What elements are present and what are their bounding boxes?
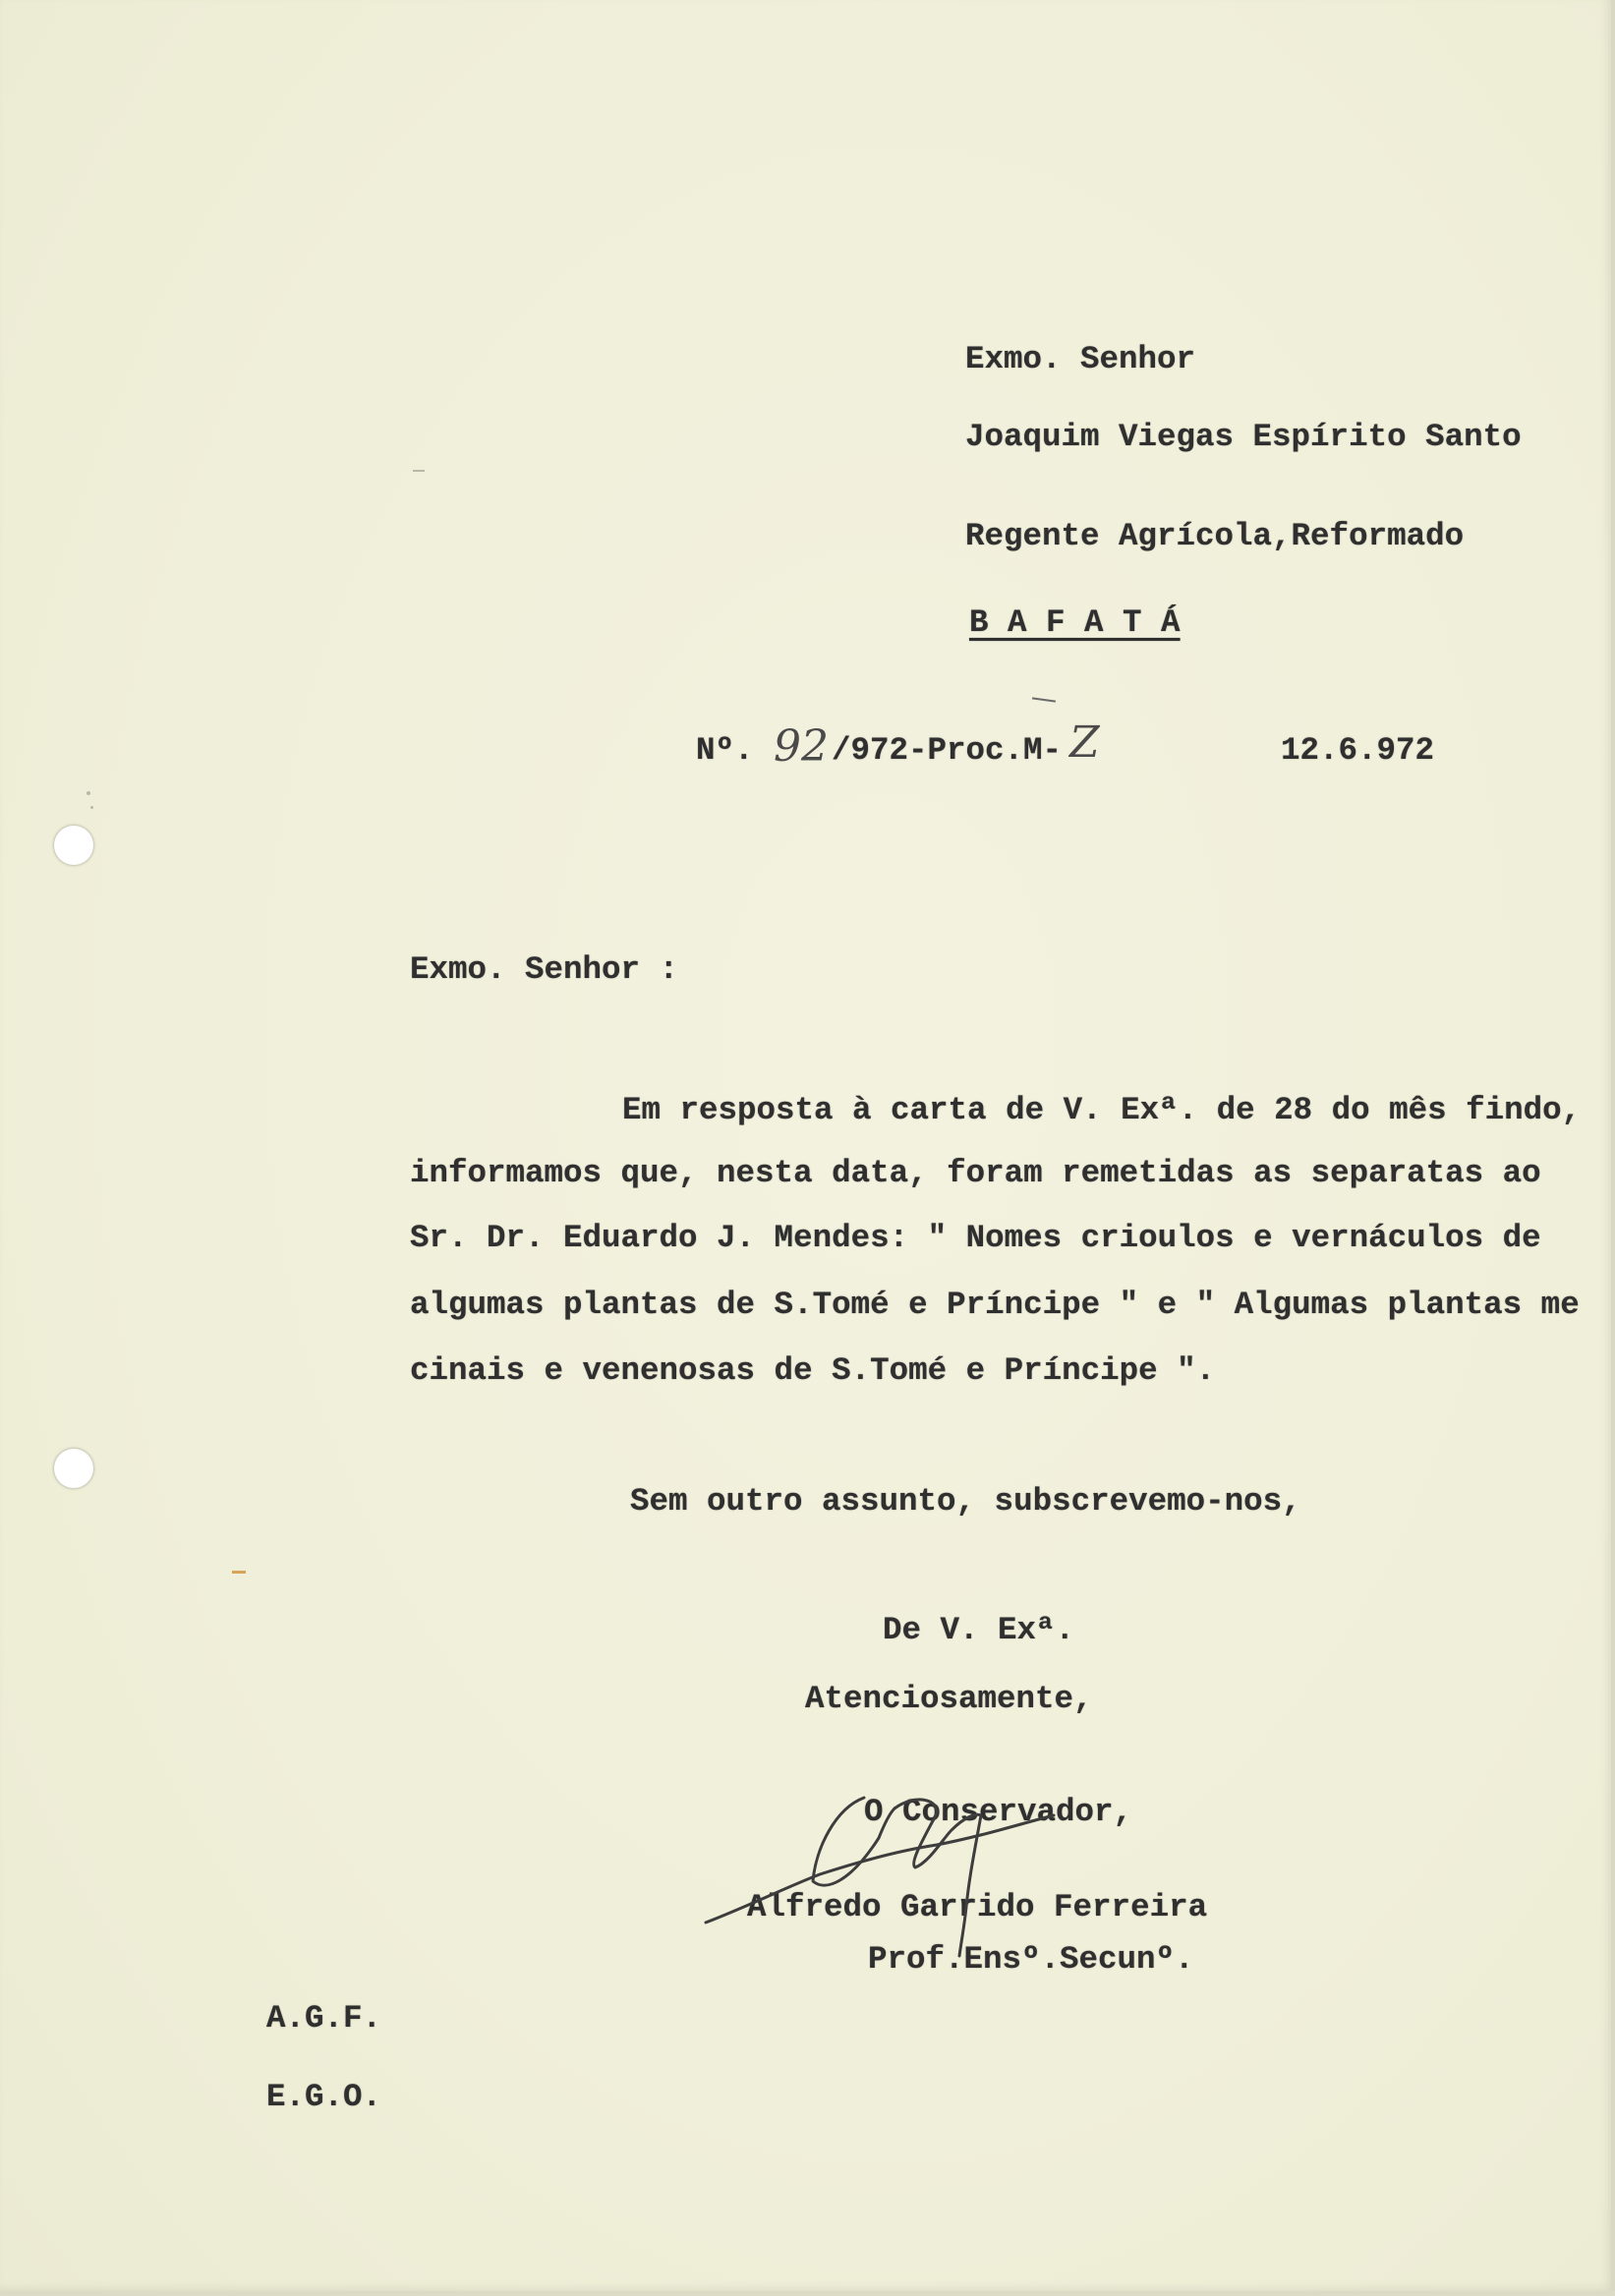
punch-hole-bottom — [54, 1449, 93, 1488]
body-line: algumas plantas de S.Tomé e Príncipe " e " Algumas plantas me — [410, 1287, 1580, 1323]
paper-edge-bottom — [0, 2291, 1615, 2296]
sign-off-regards: Atenciosamente, — [805, 1681, 1093, 1717]
body-line: informamos que, nesta data, foram remetidas as separatas ao — [410, 1155, 1541, 1191]
reference-number-handwritten: 92 — [774, 721, 829, 772]
body-line: Sr. Dr. Eduardo J. Mendes: " Nomes crioulos e vernáculos de — [410, 1220, 1541, 1256]
paper-edge-right — [1611, 0, 1615, 2296]
recipient-name: Joaquim Viegas Espírito Santo — [965, 419, 1522, 455]
punch-hole-top — [54, 826, 93, 865]
paper-speck — [87, 791, 90, 795]
signer-position: Prof.Ensº.Secunº. — [868, 1941, 1194, 1978]
handwritten-signature — [688, 1769, 1101, 1966]
signature-stroke — [894, 1800, 981, 1867]
signature-stroke — [706, 1815, 1054, 1923]
pen-mark — [1032, 697, 1056, 702]
author-initials: A.G.F. — [266, 2000, 382, 2037]
typist-initials: E.G.O. — [266, 2079, 382, 2115]
paper-speck — [232, 1571, 246, 1574]
letter-date: 12.6.972 — [1281, 732, 1435, 769]
reference-suffix-handwritten: Z — [1069, 718, 1100, 768]
signer-role: O Conservador, — [864, 1794, 1133, 1830]
recipient-salutation: Exmo. Senhor — [965, 341, 1196, 377]
body-line: cinais e venenosas de S.Tomé e Príncipe ". — [410, 1352, 1216, 1389]
closing-line: Sem outro assunto, subscrevemo-nos, — [630, 1483, 1301, 1520]
greeting: Exmo. Senhor : — [410, 951, 679, 988]
paper-speck — [90, 806, 93, 809]
signer-name: Alfredo Garrido Ferreira — [747, 1889, 1208, 1925]
reference-process: /972-Proc.M- — [832, 732, 1063, 769]
recipient-title: Regente Agrícola,Reformado — [965, 518, 1465, 554]
body-line: Em resposta à carta de V. Exª. de 28 do mês findo, — [622, 1092, 1582, 1128]
paper-speck — [413, 470, 425, 472]
reference-prefix: Nº. — [696, 732, 754, 769]
recipient-city: B A F A T Á — [969, 604, 1181, 641]
sign-off-line: De V. Exª. — [883, 1612, 1075, 1648]
